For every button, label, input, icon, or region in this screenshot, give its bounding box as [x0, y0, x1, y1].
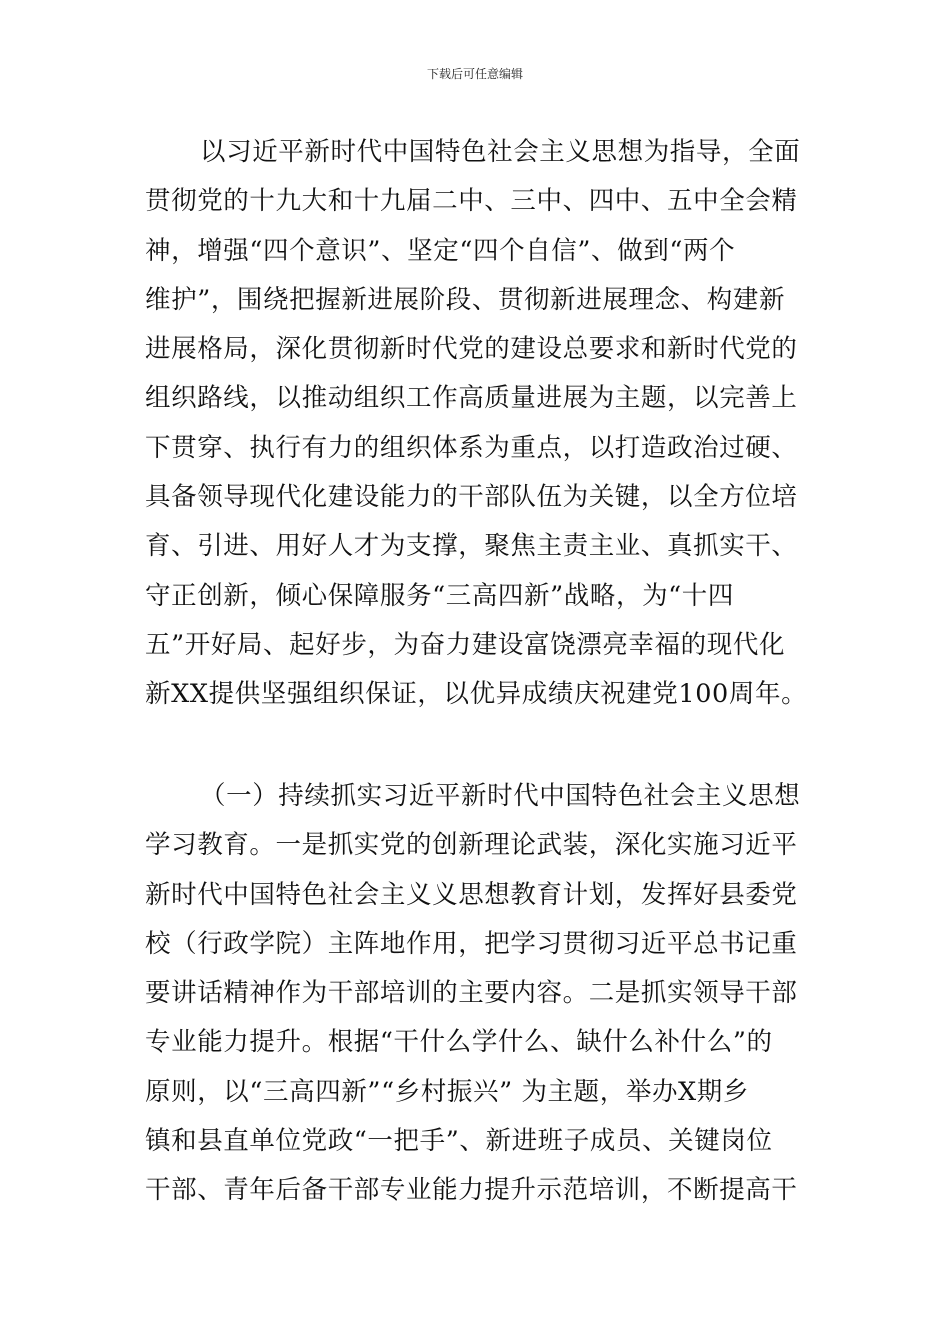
text-line: 以习近平新时代中国特色社会主义思想为指导，全面 [200, 137, 801, 167]
paragraph-section-one [145, 772, 805, 1216]
text-line: 组织路线，以推动组织工作高质量进展为主题，以完善上 [145, 383, 798, 414]
text-line: 镇和县直单位党政“一把手”、新进班子成员、关键岗位 [145, 1126, 773, 1157]
text-line: 干部、青年后备干部专业能力提升示范培训，不断提高干 [145, 1175, 798, 1206]
text-line: 进展格局，深化贯彻新时代党的建设总要求和新时代党的 [145, 334, 798, 365]
paragraph-guiding-ideology [145, 128, 808, 720]
text-line: 具备领导现代化建设能力的干部队伍为关键，以全方位培 [145, 482, 798, 513]
text-line: 新XX提供坚强组织保证，以优异成绩庆祝建党100周年。 [145, 679, 808, 710]
text-line: 新时代中国特色社会主义义思想教育计划，发挥好县委党 [145, 879, 798, 910]
text-line: 育、引进、用好人才为支撑，聚焦主责主业、真抓实干、 [145, 531, 798, 562]
text-line: 专业能力提升。根据“干什么学什么、缺什么补什么”的 [145, 1027, 773, 1058]
text-line: 要讲话精神作为干部培训的主要内容。二是抓实领导干部 [145, 978, 798, 1009]
page-header: 下载后可任意编辑 [426, 67, 523, 81]
text-line: 学习教育。一是抓实党的创新理论武装，深化实施习近平 [145, 830, 798, 861]
text-line: 五”开好局、起好步，为奋力建设富饶漂亮幸福的现代化 [145, 629, 786, 660]
text-line: （一）持续抓实习近平新时代中国特色社会主义思想 [200, 781, 801, 811]
text-line: 贯彻党的十九大和十九届二中、三中、四中、五中全会精 [145, 186, 798, 217]
text-line: 神，增强“四个意识”、坚定“四个自信”、做到“两个 [145, 235, 736, 266]
text-line: 校（行政学院）主阵地作用，把学习贯彻习近平总书记重 [145, 928, 798, 959]
text-line: 守正创新，倾心保障服务“三高四新”战略，为“十四 [145, 580, 735, 611]
text-line: 维护”，围绕把握新进展阶段、贯彻新进展理念、构建新 [145, 284, 786, 315]
text-line: 原则，以“三高四新”“乡村振兴” 为主题，举办X期乡 [145, 1076, 750, 1107]
text-line: 下贯穿、执行有力的组织体系为重点，以打造政治过硬、 [145, 432, 798, 463]
